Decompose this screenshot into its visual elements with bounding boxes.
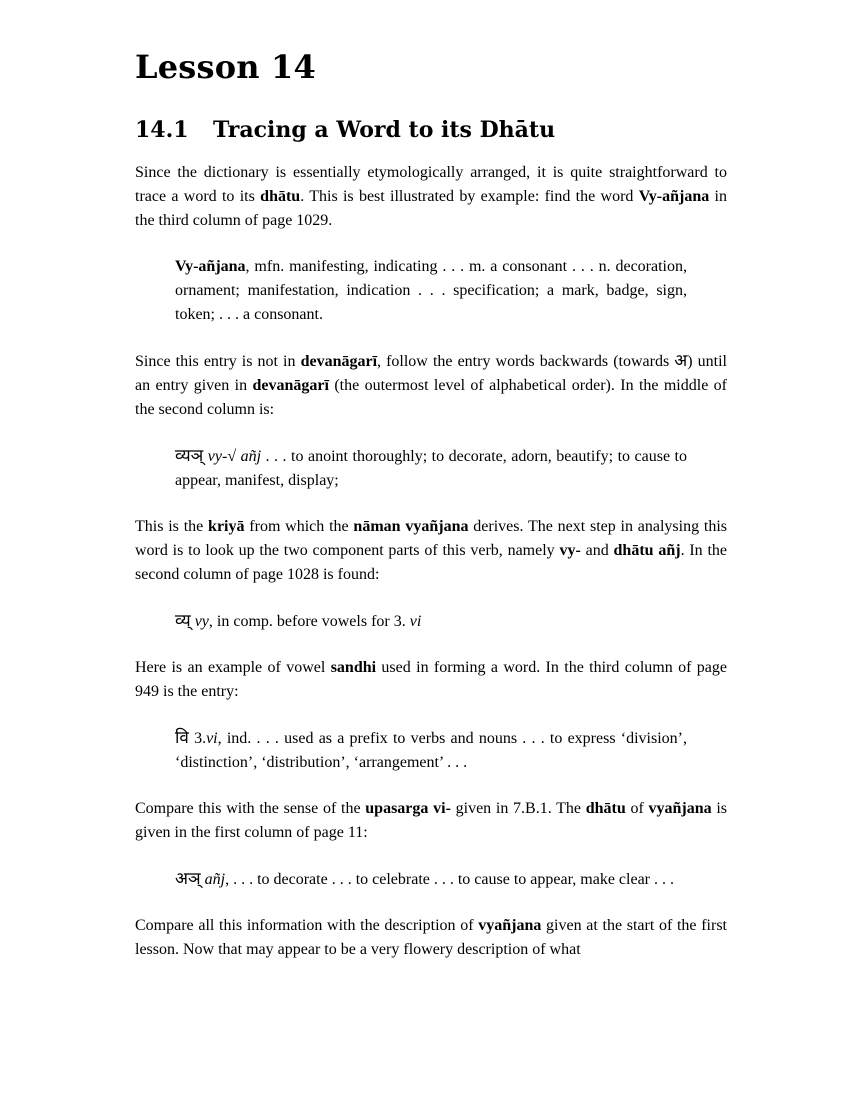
paragraph-6: [135, 914, 727, 962]
text: This is the: [135, 518, 209, 535]
page: [135, 45, 727, 962]
section-heading: [135, 113, 727, 147]
entry-headword: Vy-añjana: [175, 258, 246, 275]
text: ) until an entry given in: [135, 353, 727, 394]
term: devanāgarī: [252, 377, 329, 394]
term: dhātu: [585, 800, 626, 817]
section-number: 14.1: [135, 117, 189, 143]
text: from which the: [244, 518, 354, 535]
paragraph-4: [135, 656, 727, 704]
text: Compare this with the sense of the: [135, 800, 366, 817]
term: upasarga vi-: [365, 800, 451, 817]
dictionary-entry-3: [175, 609, 687, 634]
dictionary-entry-4: [175, 726, 687, 775]
lesson-title: Lesson 14: [135, 48, 316, 86]
devanagari-headword: अञ्: [175, 869, 201, 889]
term: dhātu añj: [613, 542, 681, 559]
section-title: Tracing a Word to its Dhātu: [213, 117, 556, 143]
transliteration: añj: [204, 871, 226, 888]
text: Compare all this information with the description of: [135, 917, 479, 934]
homonym-number: 3.: [188, 730, 207, 747]
text: is given in the first column of page 11:: [135, 800, 728, 841]
text: given at the start of the first lesson. Now that may appear to be a very flowery description of what: [135, 917, 727, 958]
entry-definition: . . . to anoint thoroughly; to decorate, adorn, beautify; to cause to appear, manifest, display;: [175, 448, 687, 489]
dictionary-entry-2: [175, 444, 687, 493]
term: vyañjana: [648, 800, 712, 817]
entry-definition: , . . . to decorate . . . to celebrate . . . to cause to appear, make clear . . .: [225, 871, 674, 888]
text: , follow the entry words backwards (towards: [377, 353, 675, 370]
text: Here is an example of vowel: [135, 659, 331, 676]
text: in the third column of page 1029.: [135, 188, 728, 229]
dictionary-entry-5: [175, 867, 687, 892]
devanagari-letter: अ: [674, 351, 688, 371]
devanagari-headword: वि: [175, 728, 189, 748]
transliteration: vi: [206, 730, 218, 747]
text: used in forming a word. In the third column of page 949 is the entry:: [135, 659, 728, 700]
paragraph-2: [135, 349, 727, 422]
text: derives. The next step in analysing this word is to look up the two component parts of this verb, namely: [135, 518, 728, 559]
dictionary-entry-1: [175, 255, 687, 327]
text: . This is best illustrated by example: find the word: [300, 188, 639, 205]
term: Vy-añjana: [638, 188, 710, 205]
entry-definition: , mfn. manifesting, indicating . . . m. a consonant . . . n. decoration, ornament; manifestation, indication . . . specification; a mark, badge, sign, token; . . . a consonant.: [175, 258, 687, 323]
text: given in 7.B.1. The: [450, 800, 586, 817]
term: nāman vyañjana: [353, 518, 469, 535]
text: (the outermost level of alphabetical order). In the middle of the second column is:: [135, 377, 728, 418]
text: Since this entry is not in: [135, 353, 301, 370]
text: . In the second column of page 1028 is found:: [135, 542, 728, 583]
paragraph-5: [135, 797, 727, 845]
paragraph-1: [135, 161, 727, 233]
text: and: [580, 542, 614, 559]
devanagari-headword: व्यञ्: [175, 446, 204, 466]
paragraph-3: [135, 515, 727, 587]
entry-definition: , ind. . . . used as a prefix to verbs and nouns . . . to express ‘division’, ‘distinction’, ‘distribution’, ‘arrangement’ . . .: [175, 730, 688, 771]
entry-definition: , in comp. before vowels for 3.: [208, 613, 410, 630]
devanagari-headword: व्य्: [175, 611, 191, 631]
text: Since the dictionary is essentially etymologically arranged, it is quite straightforward to trace a word to its: [135, 164, 727, 205]
term: dhātu: [260, 188, 301, 205]
text: of: [625, 800, 649, 817]
transliteration: vy: [194, 613, 209, 630]
term: kriyā: [208, 518, 245, 535]
term: sandhi: [330, 659, 377, 676]
cross-reference: vi: [409, 613, 422, 630]
term: vy-: [559, 542, 581, 559]
transliteration: vy-√ añj: [207, 448, 262, 465]
term: devanāgarī: [300, 353, 378, 370]
term: vyañjana: [478, 917, 542, 934]
